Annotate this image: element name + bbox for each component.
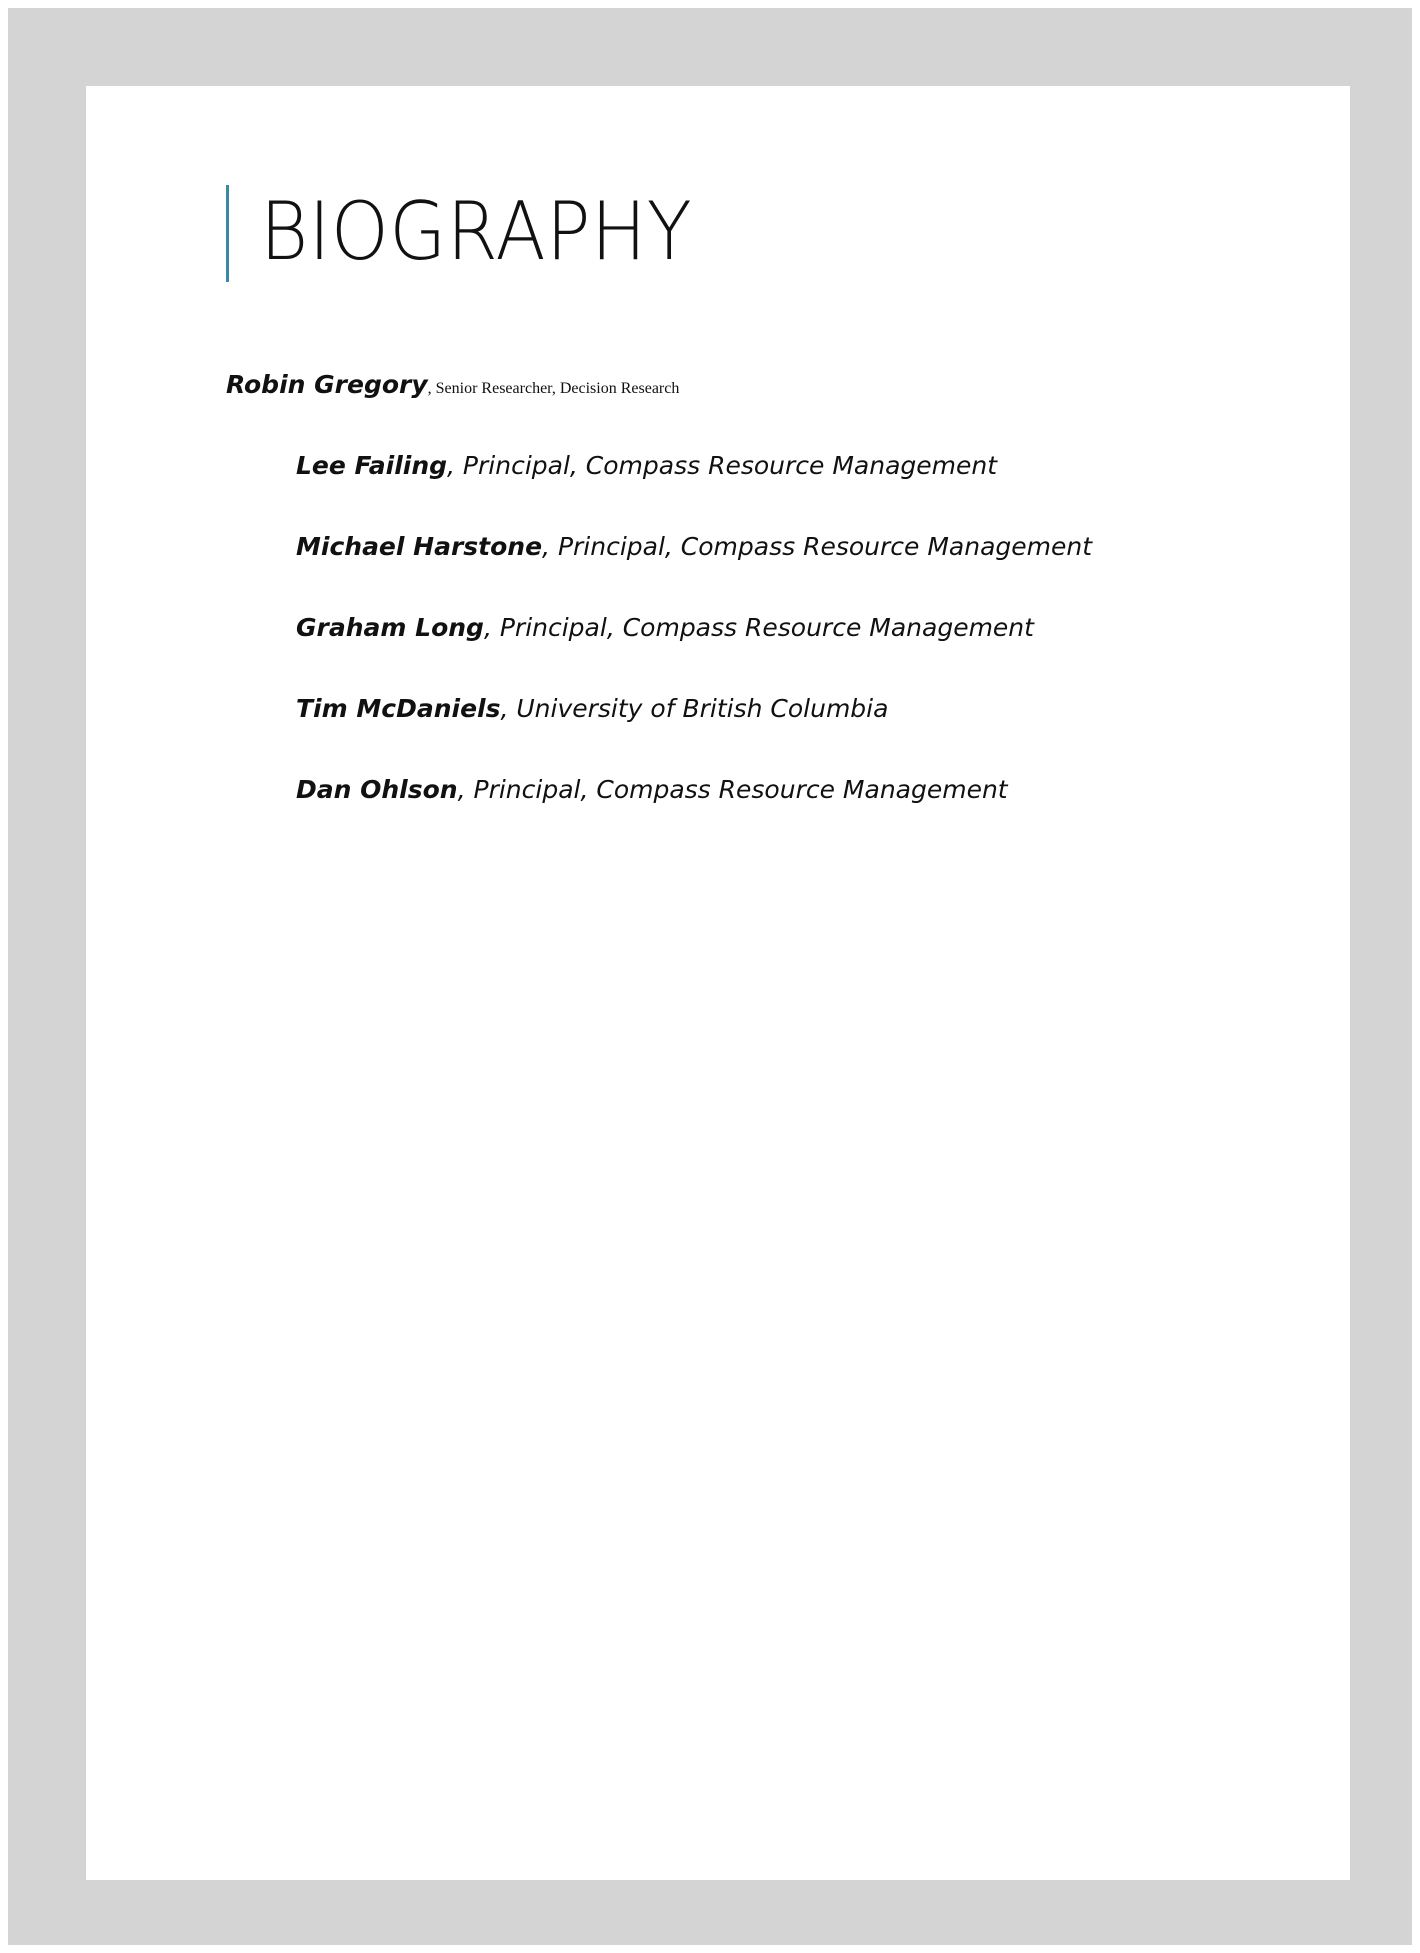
person-role: , Senior Researcher, Decision Research [427,380,680,397]
person-name: Lee Failing [296,451,448,480]
person-name: Graham Long [296,613,484,642]
document-page [86,86,1350,1880]
title-accent-bar [226,185,229,282]
person-name: Robin Gregory [226,370,428,399]
biography-entry-lead [226,366,679,407]
person-role: , Principal, Compass Resource Management [542,532,1093,561]
person-role: , Principal, Compass Resource Management [447,451,998,480]
document-viewer-frame [8,8,1412,1945]
person-role: , University of British Columbia [500,694,889,723]
biography-entry [296,528,1092,565]
biography-entry [296,771,1008,808]
biography-entry [296,690,888,727]
biography-entry [296,609,1034,646]
person-name: Tim McDaniels [296,694,501,723]
person-role: , Principal, Compass Resource Management [483,613,1034,642]
person-role: , Principal, Compass Resource Management [457,775,1008,804]
person-name: Michael Harstone [296,532,543,561]
biography-entry [296,447,997,484]
page-title: BIOGRAPHY [260,185,693,278]
person-name: Dan Ohlson [296,775,458,804]
